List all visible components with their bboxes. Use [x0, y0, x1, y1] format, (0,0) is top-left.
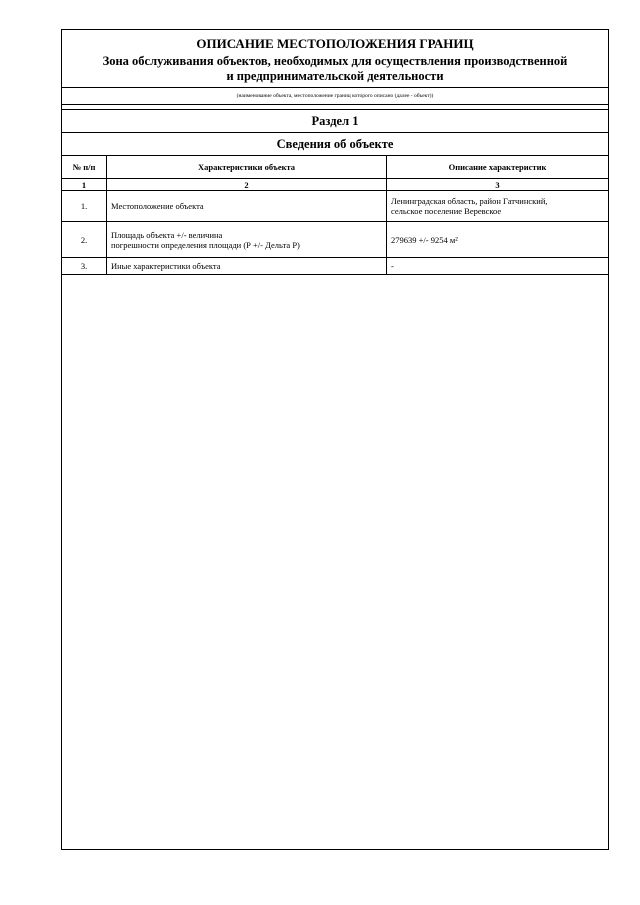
row-description	[387, 258, 609, 275]
object-name	[62, 52, 608, 87]
table-row	[62, 258, 608, 275]
row-characteristic	[107, 258, 387, 275]
characteristic-text: Местоположение объекта	[111, 201, 204, 211]
object-name-line1: Зона обслуживания объектов, необходимых для осуществления производственной	[102, 54, 568, 68]
column-number: 1	[62, 179, 107, 191]
row-description	[387, 191, 609, 222]
description-text: сельское поселение Веревское	[391, 206, 502, 216]
characteristic-text: Площадь объекта +/- величина	[111, 229, 223, 240]
table-header-row	[62, 156, 608, 179]
document-frame	[61, 29, 609, 850]
column-number: 3	[387, 179, 609, 191]
row-number: 1.	[62, 191, 107, 222]
object-name-line2: и предпринимательской деятельности	[226, 69, 444, 83]
description-text: -	[391, 261, 394, 271]
row-characteristic	[107, 191, 387, 222]
description-text: 279639 +/- 9254 м²	[391, 234, 458, 245]
object-info-table	[62, 156, 608, 275]
column-number-row	[62, 179, 608, 191]
description-text: Ленинградская область, район Гатчинский,	[391, 196, 548, 206]
row-description	[387, 222, 609, 258]
section-title: Раздел 1	[62, 109, 608, 133]
table-row	[62, 222, 608, 258]
table-row	[62, 191, 608, 222]
header-num: № п/п	[62, 156, 107, 179]
section-subtitle: Сведения об объекте	[62, 133, 608, 156]
header-description: Описание характеристик	[387, 156, 609, 179]
row-characteristic	[107, 222, 387, 258]
column-number: 2	[107, 179, 387, 191]
header-characteristic: Характеристики объекта	[107, 156, 387, 179]
row-number: 3.	[62, 258, 107, 275]
object-caption: (наименование объекта, местоположение границ которого описано (далее - объект))	[62, 87, 608, 105]
characteristic-text: погрешности определения площади (Р +/- Дельта Р)	[111, 239, 300, 250]
characteristic-text: Иные характеристики объекта	[111, 261, 221, 271]
document-title: ОПИСАНИЕ МЕСТОПОЛОЖЕНИЯ ГРАНИЦ	[196, 36, 474, 51]
row-number: 2.	[62, 222, 107, 258]
